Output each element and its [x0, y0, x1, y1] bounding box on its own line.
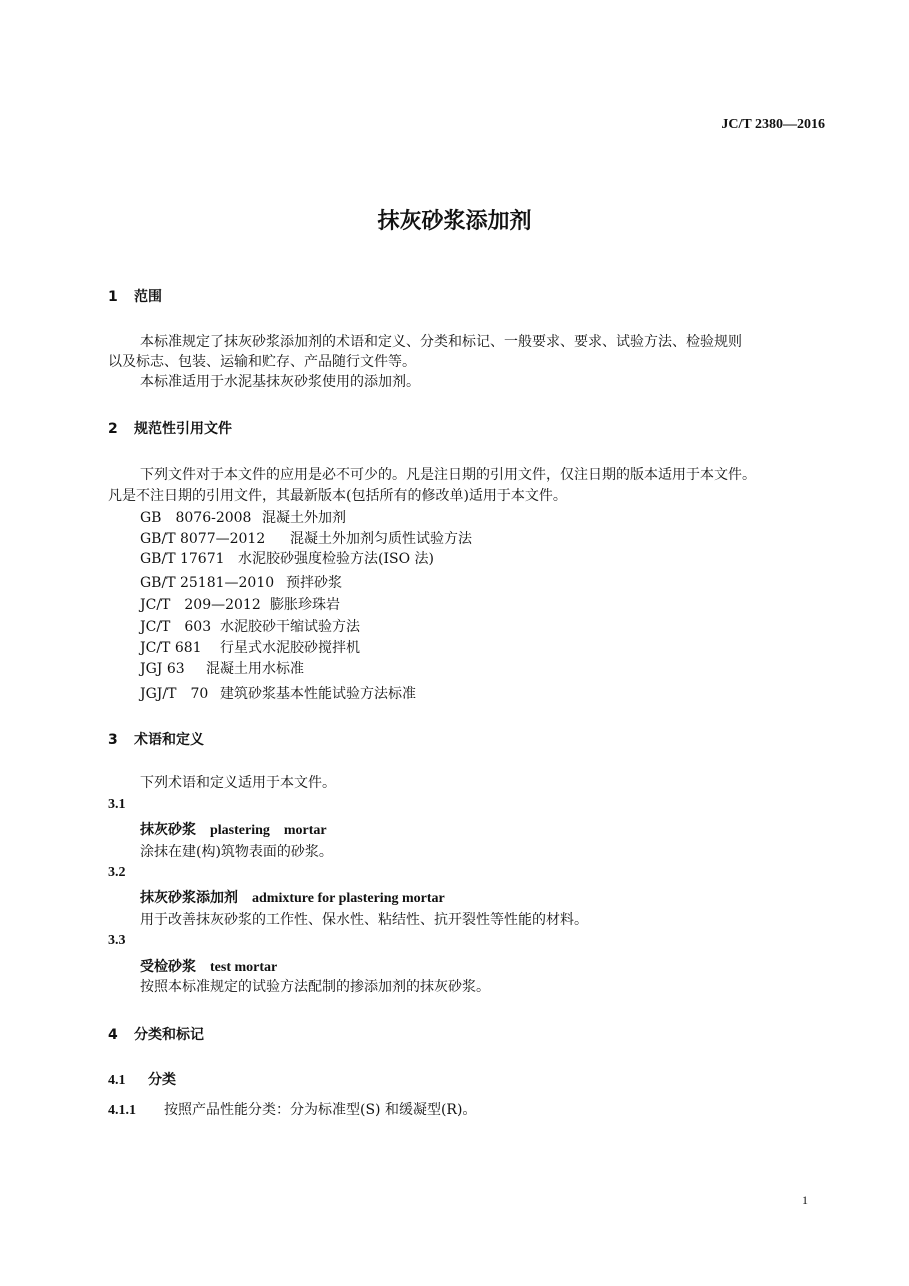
reference-code: GB/T 8077—2012	[140, 531, 266, 547]
section-2-heading	[108, 418, 232, 438]
section-title: 范围	[134, 289, 162, 305]
term-english: admixture for plastering mortar	[252, 891, 445, 906]
reference-name: 混凝土外加剂	[262, 510, 346, 526]
clause-text: 按照产品性能分类：分为标准型(S) 和缓凝型(R)。	[164, 1102, 477, 1118]
reference-name: 水泥胶砂强度检验方法(ISO 法)	[238, 551, 434, 567]
section-title: 术语和定义	[134, 732, 204, 748]
references-intro-line2: 凡是不注日期的引用文件，其最新版本(包括所有的修改单)适用于本文件。	[108, 488, 567, 504]
reference-name: 水泥胶砂干缩试验方法	[220, 619, 360, 635]
reference-code: JGJ 63	[140, 661, 185, 677]
subsection-4-1-heading	[108, 1069, 176, 1089]
term-chinese: 受检砂浆	[140, 959, 196, 975]
reference-code: GB/T 25181—2010	[140, 575, 275, 591]
section-title: 分类和标记	[134, 1027, 204, 1043]
section-1-heading	[108, 286, 162, 306]
section-title: 规范性引用文件	[134, 421, 232, 437]
terms-intro: 下列术语和定义适用于本文件。	[140, 775, 336, 791]
reference-code: GB/T 17671	[140, 551, 225, 567]
reference-name: 预拌砂浆	[286, 575, 342, 591]
subsection-number: 4.1	[108, 1073, 126, 1088]
reference-code: JC/T 209—2012	[140, 597, 261, 613]
scope-paragraph-2: 本标准适用于水泥基抹灰砂浆使用的添加剂。	[140, 374, 420, 390]
reference-code: JGJ/T 70	[140, 686, 209, 702]
clause-4-1-1	[108, 1100, 476, 1121]
reference-item	[140, 507, 346, 527]
reference-name: 膨胀珍珠岩	[270, 597, 340, 613]
reference-item	[140, 548, 434, 568]
section-4-heading	[108, 1024, 204, 1044]
reference-item	[140, 683, 416, 703]
term-definition: 涂抹在建(构)筑物表面的砂浆。	[140, 844, 333, 860]
subsection-title: 分类	[148, 1072, 176, 1088]
references-intro-line1: 下列文件对于本文件的应用是必不可少的。凡是注日期的引用文件，仅注日期的版本适用于本文件。	[140, 467, 756, 483]
standard-number: JC/T 2380—2016	[721, 117, 825, 132]
term-title	[140, 819, 327, 839]
reference-name: 建筑砂浆基本性能试验方法标准	[220, 686, 416, 702]
reference-item	[140, 637, 360, 657]
page-number: 1	[802, 1193, 808, 1207]
section-number: 3	[108, 732, 118, 748]
term-number: 3.1	[108, 797, 126, 812]
reference-item	[140, 572, 342, 592]
reference-item	[140, 528, 472, 548]
reference-code: GB 8076-2008	[140, 510, 252, 526]
reference-item	[140, 594, 340, 614]
term-title	[140, 956, 277, 976]
reference-name: 混凝土外加剂匀质性试验方法	[290, 531, 472, 547]
reference-item	[140, 658, 304, 678]
reference-item	[140, 616, 360, 636]
reference-code: JC/T 603	[140, 619, 212, 635]
document-title: 抹灰砂浆添加剂	[377, 209, 532, 234]
reference-name: 混凝土用水标准	[206, 661, 304, 677]
clause-number: 4.1.1	[108, 1103, 136, 1118]
term-definition: 按照本标准规定的试验方法配制的掺添加剂的抹灰砂浆。	[140, 979, 490, 995]
term-definition: 用于改善抹灰砂浆的工作性、保水性、粘结性、抗开裂性等性能的材料。	[140, 912, 588, 928]
term-english: test mortar	[210, 960, 278, 975]
section-3-heading	[108, 729, 204, 749]
section-number: 2	[108, 421, 118, 437]
term-number: 3.3	[108, 933, 126, 948]
reference-name: 行星式水泥胶砂搅拌机	[220, 640, 360, 656]
section-number: 4	[108, 1027, 118, 1043]
term-chinese: 抹灰砂浆添加剂	[140, 890, 238, 906]
term-english: plastering mortar	[210, 823, 327, 838]
term-chinese: 抹灰砂浆	[140, 822, 196, 838]
scope-paragraph-line1: 本标准规定了抹灰砂浆添加剂的术语和定义、分类和标记、一般要求、要求、试验方法、检验规则	[140, 334, 742, 350]
reference-code: JC/T 681	[140, 640, 202, 656]
term-title	[140, 887, 445, 907]
term-number: 3.2	[108, 865, 126, 880]
scope-paragraph-line2: 以及标志、包装、运输和贮存、产品随行文件等。	[108, 354, 416, 370]
section-number: 1	[108, 289, 118, 305]
